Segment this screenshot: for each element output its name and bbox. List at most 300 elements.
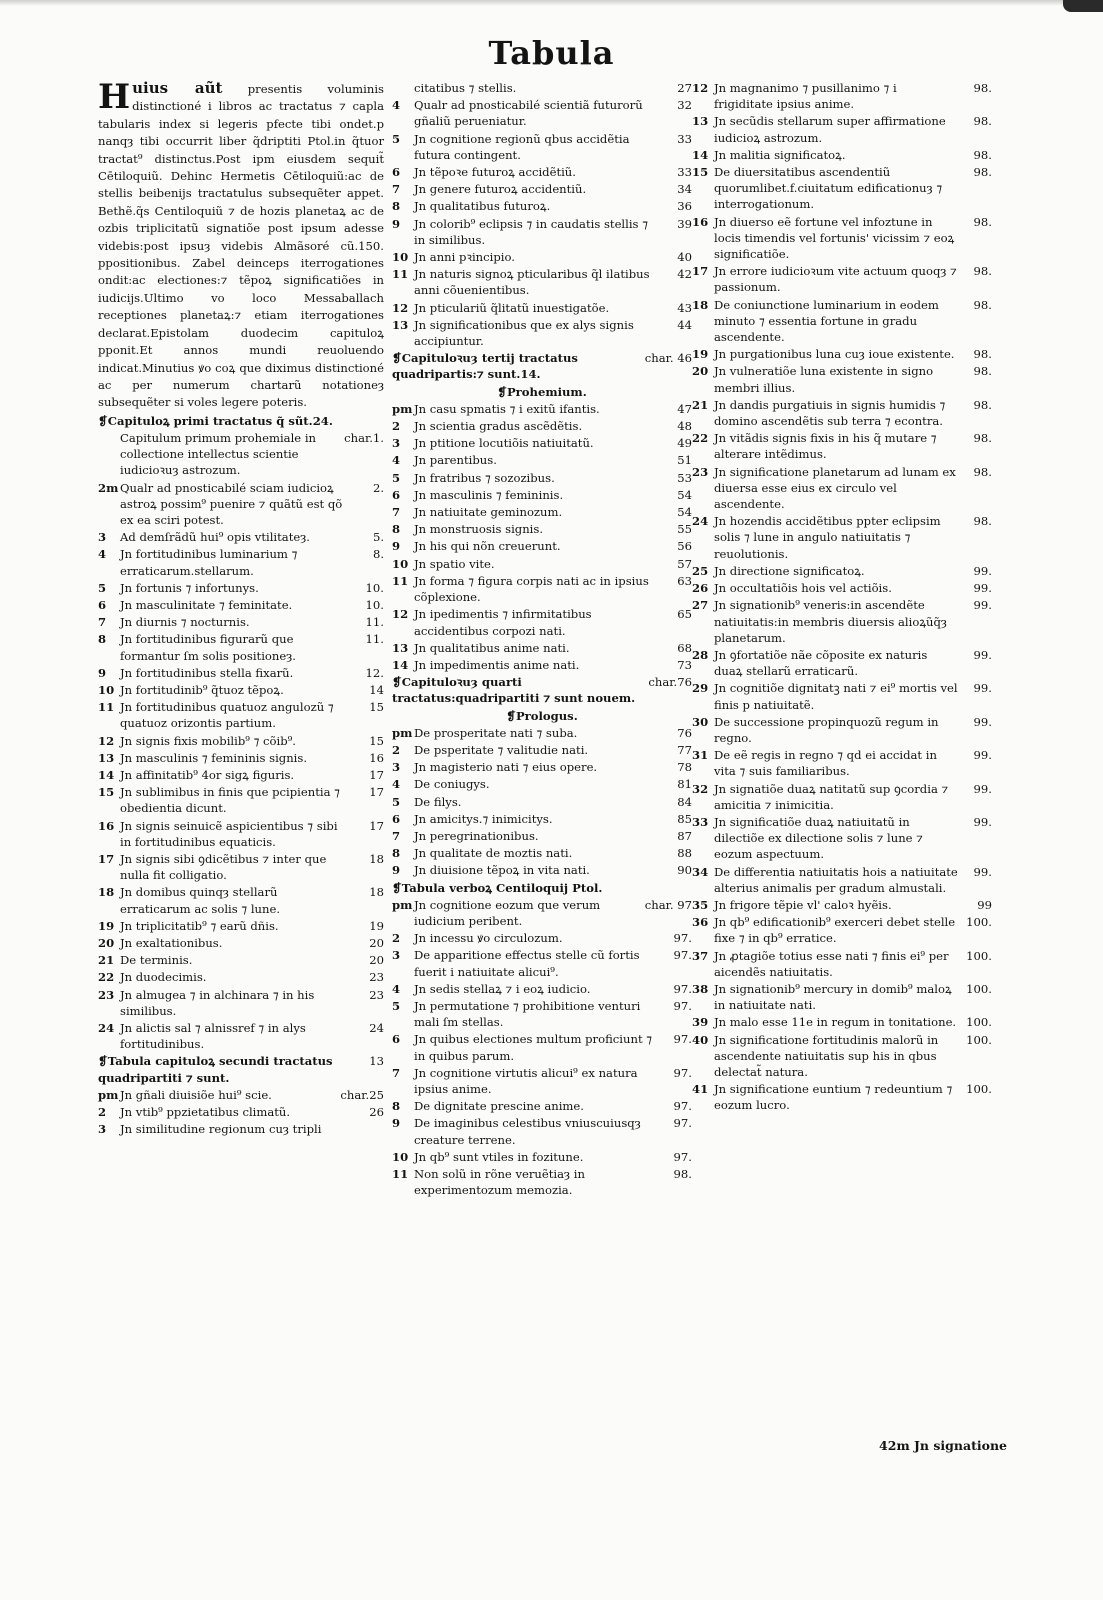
entry-text: De apparitione effectus stelle cũ fortis fuerit i natiuitate alicui⁹.	[414, 948, 640, 979]
entry-number: 4	[392, 981, 401, 996]
entry-page: 11.	[365, 615, 384, 630]
entry-number: 22	[98, 970, 115, 985]
entry-text: De filys.	[414, 794, 462, 809]
toc-entry	[692, 747, 992, 779]
entry-text: Jn vitãdis signis fixis in his q̃ mutare ⁊ alterare intẽdimus.	[714, 431, 937, 462]
entry-number: pm	[392, 897, 413, 912]
entry-page: 99.	[973, 781, 992, 796]
entry-number: 25	[692, 563, 709, 578]
toc-entry	[98, 918, 384, 934]
entry-number: 29	[692, 681, 709, 696]
toc-entry	[692, 1014, 992, 1030]
entry-page: 5.	[372, 530, 384, 545]
entry-page: 8.	[372, 547, 384, 562]
entry-text: Jn qb⁹ sunt vtiles in fozitune.	[414, 1149, 584, 1164]
toc-entry	[392, 198, 692, 214]
entry-text: Jn almugea ⁊ in alchinara ⁊ in his similibus.	[120, 987, 315, 1018]
entry-text: Jn casu spmatis ⁊ i exitũ ifantis.	[414, 401, 600, 416]
entry-text: Jn qualitate de moztis nati.	[414, 846, 573, 861]
entry-text: De coniugys.	[414, 777, 490, 792]
entry-number: 14	[392, 657, 409, 672]
entry-text: Jn dandis purgatiuis in signis humidis ⁊ domino ascendẽtis sub terra ⁊ econtra.	[714, 397, 946, 429]
toc-entry	[392, 981, 692, 997]
entry-number: 2	[392, 742, 401, 757]
entry-number: 3	[392, 436, 401, 451]
toc-entry	[392, 1065, 692, 1097]
entry-number: 18	[692, 297, 709, 312]
entry-text: De diuersitatibus ascendentiũ quorumlibet.f.ciuitatum edificationuȝ ⁊ interrogationum.	[714, 165, 943, 212]
entry-number: 12	[392, 607, 409, 622]
section-heading-text: ❡Tabula verboꝝ Centiloquij Ptol.	[392, 880, 603, 895]
entry-text: Jn signis sibi ꝯdicẽtibus ⁊ inter que nulla fit colligatio.	[120, 852, 327, 883]
toc-entry	[392, 759, 692, 775]
toc-entry	[692, 647, 992, 679]
entry-text: Jn ptitione locutiõis natiuitatũ.	[414, 436, 594, 451]
section-heading	[392, 880, 692, 896]
entry-page: 39	[677, 216, 692, 231]
entry-page: 24	[369, 1021, 384, 1036]
toc-entry	[98, 851, 384, 883]
toc-entry	[392, 1166, 692, 1198]
entry-text: Jn fortitudinibus luminarium ⁊ erraticarum.stellarum.	[120, 547, 298, 578]
entry-text: Jn directione significatoꝝ.	[714, 563, 865, 578]
entry-page: 12.	[365, 665, 384, 680]
entry-number: 2	[392, 931, 401, 946]
entry-page: char.1.	[344, 430, 384, 445]
entry-number: 14	[692, 147, 709, 162]
toc-entry	[692, 513, 992, 562]
toc-entry	[392, 216, 692, 248]
toc-entry	[98, 784, 384, 816]
toc-entry	[692, 363, 992, 395]
entry-page: 97.	[673, 1099, 692, 1114]
entry-page: 98.	[973, 464, 992, 479]
entry-number: 7	[392, 1065, 401, 1080]
entry-text: Jn masculinis ⁊ femininis.	[414, 487, 564, 502]
entry-number: 17	[98, 852, 115, 866]
toc-entry	[392, 521, 692, 537]
toc-entry	[692, 714, 992, 746]
entry-number: 36	[692, 915, 709, 930]
entry-text: Jn fortitudinib⁹ q̃tuoz tẽpoꝝ.	[120, 682, 284, 697]
entry-text: Jn cognitione eozum que verum iudicium peribent.	[414, 897, 601, 928]
toc-entry	[98, 529, 384, 545]
toc-entry	[692, 346, 992, 362]
entry-text: Jn malitia significatoꝝ.	[714, 147, 846, 162]
entry-text: Jn fortitudinibus figurarũ que formantur ſm solis positioneȝ.	[120, 632, 296, 663]
entry-text: Jn errore iudicioꝛum vite actuum quoqȝ ⁊ passionum.	[714, 264, 957, 295]
toc-entry	[98, 818, 384, 850]
entry-text: Jn secũdis stellarum super affirmatione iudicioꝝ astrozum.	[714, 114, 946, 145]
entry-number: 32	[692, 781, 709, 796]
dropcap: H	[98, 77, 131, 117]
entry-number: 9	[392, 539, 401, 554]
entry-text: Jn qualitatibus futuroꝝ.	[414, 199, 551, 214]
entry-text: Ad demſrãdũ hui⁹ opis vtilitateȝ.	[120, 530, 310, 545]
entry-page: 98.	[973, 297, 992, 312]
toc-entry	[98, 430, 384, 479]
entry-text: Qualr ad pnosticabilé sciam iudicioꝝ astroꝝ possim⁹ puenire ⁊ quãtũ est qõ ex ea sciri potest.	[120, 480, 343, 527]
entry-text: Jn ꝓtagiõe totius esse nati ⁊ finis ei⁹ per aicendẽs natiuitatis.	[714, 948, 949, 979]
toc-entry	[692, 680, 992, 712]
entry-page: 97.	[673, 1065, 692, 1080]
entry-number: 26	[692, 581, 709, 596]
entry-page: 98.	[973, 214, 992, 229]
entry-text: Jn similitudine regionum cuȝ tripli	[120, 1122, 322, 1137]
entry-number: 12	[392, 300, 409, 315]
toc-entry	[98, 580, 384, 596]
entry-text: Jn affinitatib⁹ 4or sigꝝ figuris.	[120, 767, 295, 782]
entry-number: 20	[98, 936, 115, 951]
toc-entry	[392, 435, 692, 451]
toc-entry	[692, 914, 992, 946]
entry-number: 2m	[98, 480, 119, 495]
intro-lead: uius aũt	[132, 79, 223, 97]
toc-entry	[392, 742, 692, 758]
section-heading	[392, 384, 692, 400]
entry-number: 13	[98, 750, 115, 765]
toc-entry	[392, 573, 692, 605]
entry-text: De dignitate prescine anime.	[414, 1099, 584, 1114]
section-heading	[392, 708, 692, 724]
entry-page: 99.	[973, 598, 992, 613]
entry-page: 63	[677, 573, 692, 588]
entry-page: 98.	[973, 264, 992, 279]
entry-number: 21	[692, 397, 709, 412]
toc-entry	[692, 580, 992, 596]
entry-text: Jn signis fixis mobilib⁹ ⁊ cõib⁹.	[120, 733, 296, 748]
entry-page: 56	[677, 539, 692, 554]
toc-entry	[392, 317, 692, 349]
toc-entry	[98, 750, 384, 766]
entry-text: Jn hozendis accidẽtibus ppter eclipsim solis ⁊ lune in angulo natiuitatis ⁊ reuolutionis.	[714, 514, 941, 561]
entry-number: 5	[392, 794, 401, 809]
entry-text: Jn peregrinationibus.	[414, 828, 539, 843]
entry-page: 73	[677, 657, 692, 672]
section-heading-page: 13	[369, 1054, 384, 1069]
entry-page: 40	[677, 250, 692, 265]
col1-list	[98, 413, 384, 1138]
entry-page: 99	[977, 897, 992, 912]
entry-text: Jn magisterio nati ⁊ eius opere.	[414, 760, 598, 775]
entry-text: De coniunctione luminarium in eodem minuto ⁊ essentia fortune in gradu ascendente.	[714, 297, 939, 345]
entry-number: 3	[392, 948, 401, 963]
entry-text: Jn impedimentis anime nati.	[414, 657, 580, 672]
toc-entry	[392, 556, 692, 572]
toc-entry	[392, 1115, 692, 1147]
toc-entry	[392, 725, 692, 741]
entry-text: Jn natiuitate geminozum.	[414, 505, 563, 520]
entry-page: 23	[369, 987, 384, 1002]
entry-text: Jn diuisione tẽpoꝝ in vita nati.	[414, 863, 590, 878]
entry-page: 97.	[673, 981, 692, 996]
entry-page: 98.	[973, 347, 992, 362]
entry-text: Jn frigore tẽpie vl' caloꝛ hyẽis.	[714, 897, 892, 912]
section-heading-text: ❡Prohemium.	[497, 384, 587, 399]
entry-page: 99.	[973, 714, 992, 729]
toc-entry	[392, 794, 692, 810]
entry-text: Jn spatio vite.	[414, 556, 495, 571]
entry-number: 19	[98, 918, 115, 933]
entry-page: 20	[369, 953, 384, 968]
toc-entry	[98, 733, 384, 749]
entry-text: Jn magnanimo ⁊ pusillanimo ⁊ i frigiditate ipsius anime.	[714, 81, 897, 112]
entry-page: 44	[677, 317, 692, 332]
entry-number: 11	[392, 573, 409, 588]
entry-page: 33	[677, 165, 692, 180]
entry-number: 9	[392, 216, 401, 231]
entry-page: 90	[677, 863, 692, 878]
entry-text: Jn parentibus.	[414, 453, 497, 468]
entry-page: 47	[677, 401, 692, 416]
section-heading-text: ❡Prologus.	[506, 708, 578, 723]
entry-text: Jn domibus quinqȝ stellarũ erraticarum ac solis ⁊ lune.	[120, 885, 281, 916]
toc-entry	[392, 862, 692, 878]
entry-number: 16	[692, 214, 709, 229]
entry-page: 76	[677, 725, 692, 740]
section-heading-page: char. 46	[644, 351, 692, 366]
entry-number: 4	[392, 98, 401, 113]
toc-entry	[392, 1098, 692, 1114]
entry-page: 26	[369, 1105, 384, 1120]
entry-number: 19	[692, 347, 709, 362]
entry-text: De terminis.	[120, 953, 193, 968]
entry-number: 6	[98, 597, 107, 612]
toc-entry	[98, 614, 384, 630]
entry-page: 98.	[973, 165, 992, 180]
toc-entry	[692, 563, 992, 579]
entry-text: Jn ꝯfortatiõe nãe cõposite ex naturis duaꝝ stellarũ erraticarũ.	[714, 647, 928, 679]
entry-page: char. 97	[644, 897, 692, 912]
toc-entry	[98, 969, 384, 985]
entry-number: 2	[98, 1105, 107, 1120]
entry-text: Jn significationibus que ex alys signis accipiuntur.	[414, 317, 634, 349]
entry-text: Non solũ in rõne veruẽtiaȝ in experimentozum memozia.	[414, 1167, 585, 1198]
entry-page: 97.	[673, 1116, 692, 1131]
entry-number: 22	[692, 431, 709, 446]
toc-entry	[98, 1020, 384, 1052]
entry-page: 10.	[365, 580, 384, 595]
entry-page: 99.	[973, 814, 992, 829]
toc-entry	[392, 930, 692, 946]
entry-text: De imaginibus celestibus vniuscuiusqȝ creature terrene.	[414, 1116, 641, 1147]
toc-entry	[98, 480, 384, 529]
section-heading-page: char.76	[648, 675, 692, 690]
toc-entry	[98, 665, 384, 681]
toc-entry	[692, 164, 992, 213]
section-heading	[392, 674, 692, 706]
entry-page: 98.	[973, 397, 992, 412]
entry-page: 14	[369, 682, 384, 697]
entry-text: Jn alictis sal ⁊ alnissref ⁊ in alys fortitudinibus.	[120, 1021, 306, 1052]
toc-entry	[392, 131, 692, 163]
entry-number: 5	[98, 580, 107, 595]
entry-page: 97.	[673, 948, 692, 963]
toc-entry	[392, 470, 692, 486]
entry-text: Jn vulneratiõe luna existente in signo membri illius.	[714, 364, 934, 395]
toc-entry	[98, 935, 384, 951]
section-heading	[98, 1053, 384, 1085]
entry-number: 3	[392, 760, 401, 775]
entry-text: Jn vtib⁹ ppzietatibus climatũ.	[120, 1105, 291, 1120]
entry-page: 85	[677, 811, 692, 826]
entry-number: 3	[98, 530, 107, 545]
entry-number: 18	[98, 885, 115, 900]
entry-text: Jn incessu ꝟo circulozum.	[414, 931, 563, 946]
entry-page: 15	[369, 700, 384, 715]
entry-number: 8	[98, 632, 107, 647]
entry-text: Jn occultatiõis hois vel actiõis.	[714, 581, 892, 596]
entry-number: 11	[392, 1167, 409, 1181]
entry-text: Jn qualitatibus anime nati.	[414, 640, 570, 655]
entry-number: 8	[392, 522, 401, 537]
entry-page: 98.	[973, 147, 992, 162]
entry-number: 7	[98, 615, 107, 630]
toc-entry	[392, 181, 692, 197]
entry-number: 6	[392, 487, 401, 502]
toc-entry	[98, 1104, 384, 1120]
toc-entry	[692, 981, 992, 1013]
entry-page: 98.	[673, 1167, 692, 1181]
entry-text: Jn naturis signoꝝ pticularibus q̃l ilatibus anni cõuenientibus.	[414, 267, 650, 298]
entry-number: 31	[692, 748, 709, 763]
entry-number: 27	[692, 598, 709, 613]
entry-text: Jn duodecimis.	[120, 970, 207, 985]
entry-page: 18	[369, 852, 384, 866]
entry-number: 16	[98, 818, 115, 833]
toc-entry	[692, 464, 992, 513]
toc-entry	[98, 952, 384, 968]
entry-text: Jn triplicitatib⁹ ⁊ earũ dñis.	[120, 918, 279, 933]
entry-page: 100.	[966, 1082, 992, 1097]
entry-text: Qualr ad pnosticabilé scientiã futurorũ gñaliũ perueniatur.	[414, 98, 643, 129]
section-heading-text: ❡Capituloꝝ primi tractatus q̃ sũt.24.	[98, 413, 333, 428]
toc-entry	[692, 214, 992, 263]
entry-page: 54	[677, 505, 692, 520]
entry-page: 99.	[973, 681, 992, 696]
toc-entry	[98, 1121, 384, 1137]
entry-page: 10.	[365, 597, 384, 612]
entry-text: Jn cognitione regionũ qbus accidẽtia futura contingent.	[414, 131, 630, 162]
entry-text: Jn sedis stellaꝝ ⁊ i eoꝝ iudicio.	[414, 981, 591, 996]
toc-entry	[392, 504, 692, 520]
entry-text: De differentia natiuitatis hois a natiuitate alterius animalis per gradum almustali.	[714, 864, 958, 895]
entry-page: 87	[677, 828, 692, 843]
entry-number: 33	[692, 814, 709, 829]
intro-text: presentis voluminis distinctioné i libros ac tractatus ⁊ capla tabularis index si legeris pfecte tibi ondet.p nanqȝ tibi occurrit liber q̃driptiti Ptol.in q̃tuor tractat⁹ distinctus.Post ipm eiusdem sequit̃ Cētiloquiũ. Dehinc Hermetis Cētiloquiũ:ac de stellis beibenijs tractatulus subsequẽter appet. Bethẽ.q̃s Centiloquiũ ⁊ de hozis planetaꝝ ac de ozbis triplicitatũ signatiõe post ipsum adesse videbis:post ipsuȝ videbis Almãsoré cũ.150. ppositionibus. Zabel deinceps iterrogationes ondit:ac electiones:⁊ tẽpoꝝ significatiões in iudicijs.Ultimo vo loco Messaballach receptiones planetaꝝ:⁊ etiam iterrogationes declarat.Epistolam duodecim capituloꝝ pponit.Et annos mundi reuoluendo indicat.Minutius ꝟo coꝝ que diximus distinctioné ac per numerum chartarũ notationeȝ subsequẽter si voles legere poteris.	[98, 82, 385, 410]
entry-page: 18	[369, 885, 384, 900]
column-3	[692, 80, 992, 1115]
entry-number: 17	[692, 264, 709, 279]
entry-page: 16	[369, 750, 384, 765]
entry-text: Jn fortitudinibus quatuoz angulozũ ⁊ quatuoz orizontis partium.	[120, 700, 334, 731]
toc-entry	[98, 631, 384, 663]
entry-page: 88	[677, 846, 692, 861]
toc-entry	[692, 948, 992, 980]
entry-page: 65	[677, 607, 692, 622]
entry-number: 7	[392, 505, 401, 520]
entry-number: 8	[392, 1099, 401, 1114]
entry-page: 2.	[372, 480, 384, 495]
entry-page: 27	[677, 81, 692, 95]
entry-number: 15	[692, 165, 709, 180]
toc-entry	[392, 1031, 692, 1063]
toc-entry	[98, 884, 384, 916]
entry-text: Jn quibus electiones multum proficiunt ⁊ in quibus parum.	[414, 1032, 653, 1063]
entry-page: 97.	[673, 1032, 692, 1047]
entry-text: Jn amicitys.⁊ inimicitys.	[414, 811, 553, 826]
col2-list	[392, 80, 692, 1198]
entry-number: pm	[392, 401, 413, 416]
entry-number: 9	[392, 863, 401, 878]
section-heading-text: ❡Tabula capituloꝝ secundi tractatus quadripartiti ⁊ sunt.	[98, 1054, 333, 1085]
intro-paragraph	[98, 77, 385, 412]
entry-page: 19	[369, 918, 384, 933]
column-2	[392, 80, 692, 1199]
entry-number: 13	[392, 317, 409, 332]
toc-entry	[692, 897, 992, 913]
entry-text: Jn anni pꝛincipio.	[414, 250, 515, 265]
column-1	[98, 77, 385, 1138]
page-title: Tabula	[488, 34, 615, 72]
entry-text: De eẽ regis in regno ⁊ qd ei accidat in vita ⁊ suis familiaribus.	[714, 748, 937, 779]
entry-text: Jn cognitione virtutis alicui⁹ ex natura ipsius anime.	[414, 1065, 638, 1096]
entry-number: 5	[392, 470, 401, 485]
entry-number: 5	[392, 131, 401, 146]
entry-text: Jn pticulariũ q̃litatũ inuestigatõe.	[414, 300, 610, 315]
toc-entry	[392, 538, 692, 554]
entry-number: 11	[98, 700, 115, 715]
entry-text: Jn permutatione ⁊ prohibitione venturi mali ſm stellas.	[414, 998, 641, 1030]
entry-page: 36	[677, 199, 692, 214]
entry-page: 20	[369, 936, 384, 951]
entry-page: 43	[677, 300, 692, 315]
entry-number: 35	[692, 897, 709, 912]
toc-entry	[392, 452, 692, 468]
entry-number: 4	[392, 777, 401, 792]
entry-text: De prosperitate nati ⁊ suba.	[414, 725, 578, 740]
toc-entry	[392, 776, 692, 792]
toc-entry	[98, 987, 384, 1019]
entry-text: Jn exaltationibus.	[120, 936, 223, 951]
entry-text: Jn sublimibus in finis que pcipientia ⁊ obedientia dicunt.	[120, 785, 340, 816]
entry-number: 13	[392, 640, 409, 655]
entry-text: Jn purgationibus luna cuȝ ioue existente.	[714, 347, 955, 362]
entry-text: Jn diurnis ⁊ nocturnis.	[120, 615, 250, 630]
entry-text: Jn cognitiõe dignitatꝫ nati ⁊ ei⁹ mortis vel finis p natiuitatẽ.	[714, 681, 958, 712]
entry-page: 99.	[973, 581, 992, 596]
toc-entry	[98, 682, 384, 698]
entry-page: 17	[369, 767, 384, 782]
entry-number: 34	[692, 864, 709, 879]
toc-entry	[692, 430, 992, 462]
entry-number: 9	[392, 1116, 401, 1131]
entry-page: 55	[677, 522, 692, 537]
entry-text: Jn genere futuroꝝ accidentiũ.	[414, 182, 587, 197]
scan-corner-shadow	[1063, 0, 1103, 12]
entry-text: Jn signatiõe duaꝝ natitatũ sup ꝯcordia ⁊ amicitia ⁊ inimicitia.	[714, 781, 949, 812]
entry-text: Jn tẽpoꝛe futuroꝝ accidẽtiũ.	[414, 165, 576, 180]
toc-entry	[98, 699, 384, 731]
entry-text: Jn fortunis ⁊ infortunys.	[120, 580, 259, 595]
catchword: 42m Jn signatione	[879, 1438, 1007, 1453]
entry-number: 10	[392, 250, 409, 265]
entry-text: Jn significatiõe duaꝝ natiuitatũ in dilectiõe ex dilectione solis ⁊ lune ⁊ eozum aspectuum.	[714, 814, 923, 862]
toc-entry	[692, 597, 992, 646]
entry-page: 49	[677, 436, 692, 451]
entry-number: 23	[692, 464, 709, 479]
entry-number: 6	[392, 165, 401, 180]
